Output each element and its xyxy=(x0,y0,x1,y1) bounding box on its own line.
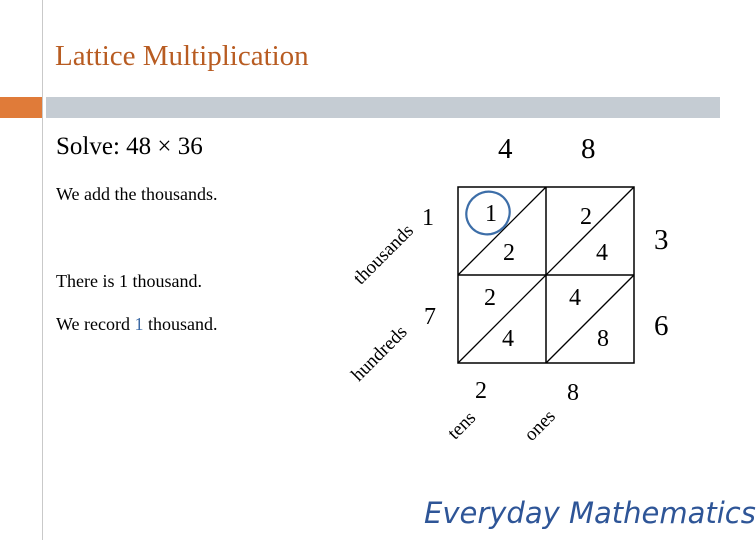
problem-statement: Solve: 48 × 36 xyxy=(56,133,203,160)
thousand-count-text: There is 1 thousand. xyxy=(56,271,202,291)
thousands-label: thousands xyxy=(349,220,418,289)
cell-tens-digit: 4 xyxy=(569,285,581,311)
record-text-pre: We record xyxy=(56,314,135,334)
slide-title: Lattice Multiplication xyxy=(55,40,309,72)
hundreds-sum-digit: 7 xyxy=(424,304,436,330)
cell-tens-digit: 2 xyxy=(580,204,592,230)
tens-sum-digit: 2 xyxy=(475,378,487,404)
cell-ones-digit: 2 xyxy=(503,240,515,266)
top-digit-8: 8 xyxy=(581,133,596,165)
brand-wordmark: Everyday Mathematics xyxy=(424,496,756,530)
cell-ones-digit: 4 xyxy=(596,240,608,266)
ones-label: ones xyxy=(520,405,560,446)
hundreds-label: hundreds xyxy=(347,321,412,386)
ones-sum-digit: 8 xyxy=(567,380,579,406)
cell-ones-digit: 4 xyxy=(502,326,514,352)
right-digit-6: 6 xyxy=(654,310,669,342)
record-highlight-number: 1 xyxy=(134,314,144,334)
tens-label: tens xyxy=(443,407,481,444)
record-text-post: thousand. xyxy=(143,314,218,334)
top-digit-4: 4 xyxy=(498,133,513,165)
step-text: We add the thousands. xyxy=(56,184,218,204)
thousands-sum-digit: 1 xyxy=(422,205,434,231)
cell-ones-digit: 8 xyxy=(597,326,609,352)
diagonal-bottom-right xyxy=(546,275,634,363)
cell-tens-digit: 2 xyxy=(484,285,496,311)
right-digit-3: 3 xyxy=(654,224,669,256)
cell-tens-digit: 1 xyxy=(485,201,497,227)
